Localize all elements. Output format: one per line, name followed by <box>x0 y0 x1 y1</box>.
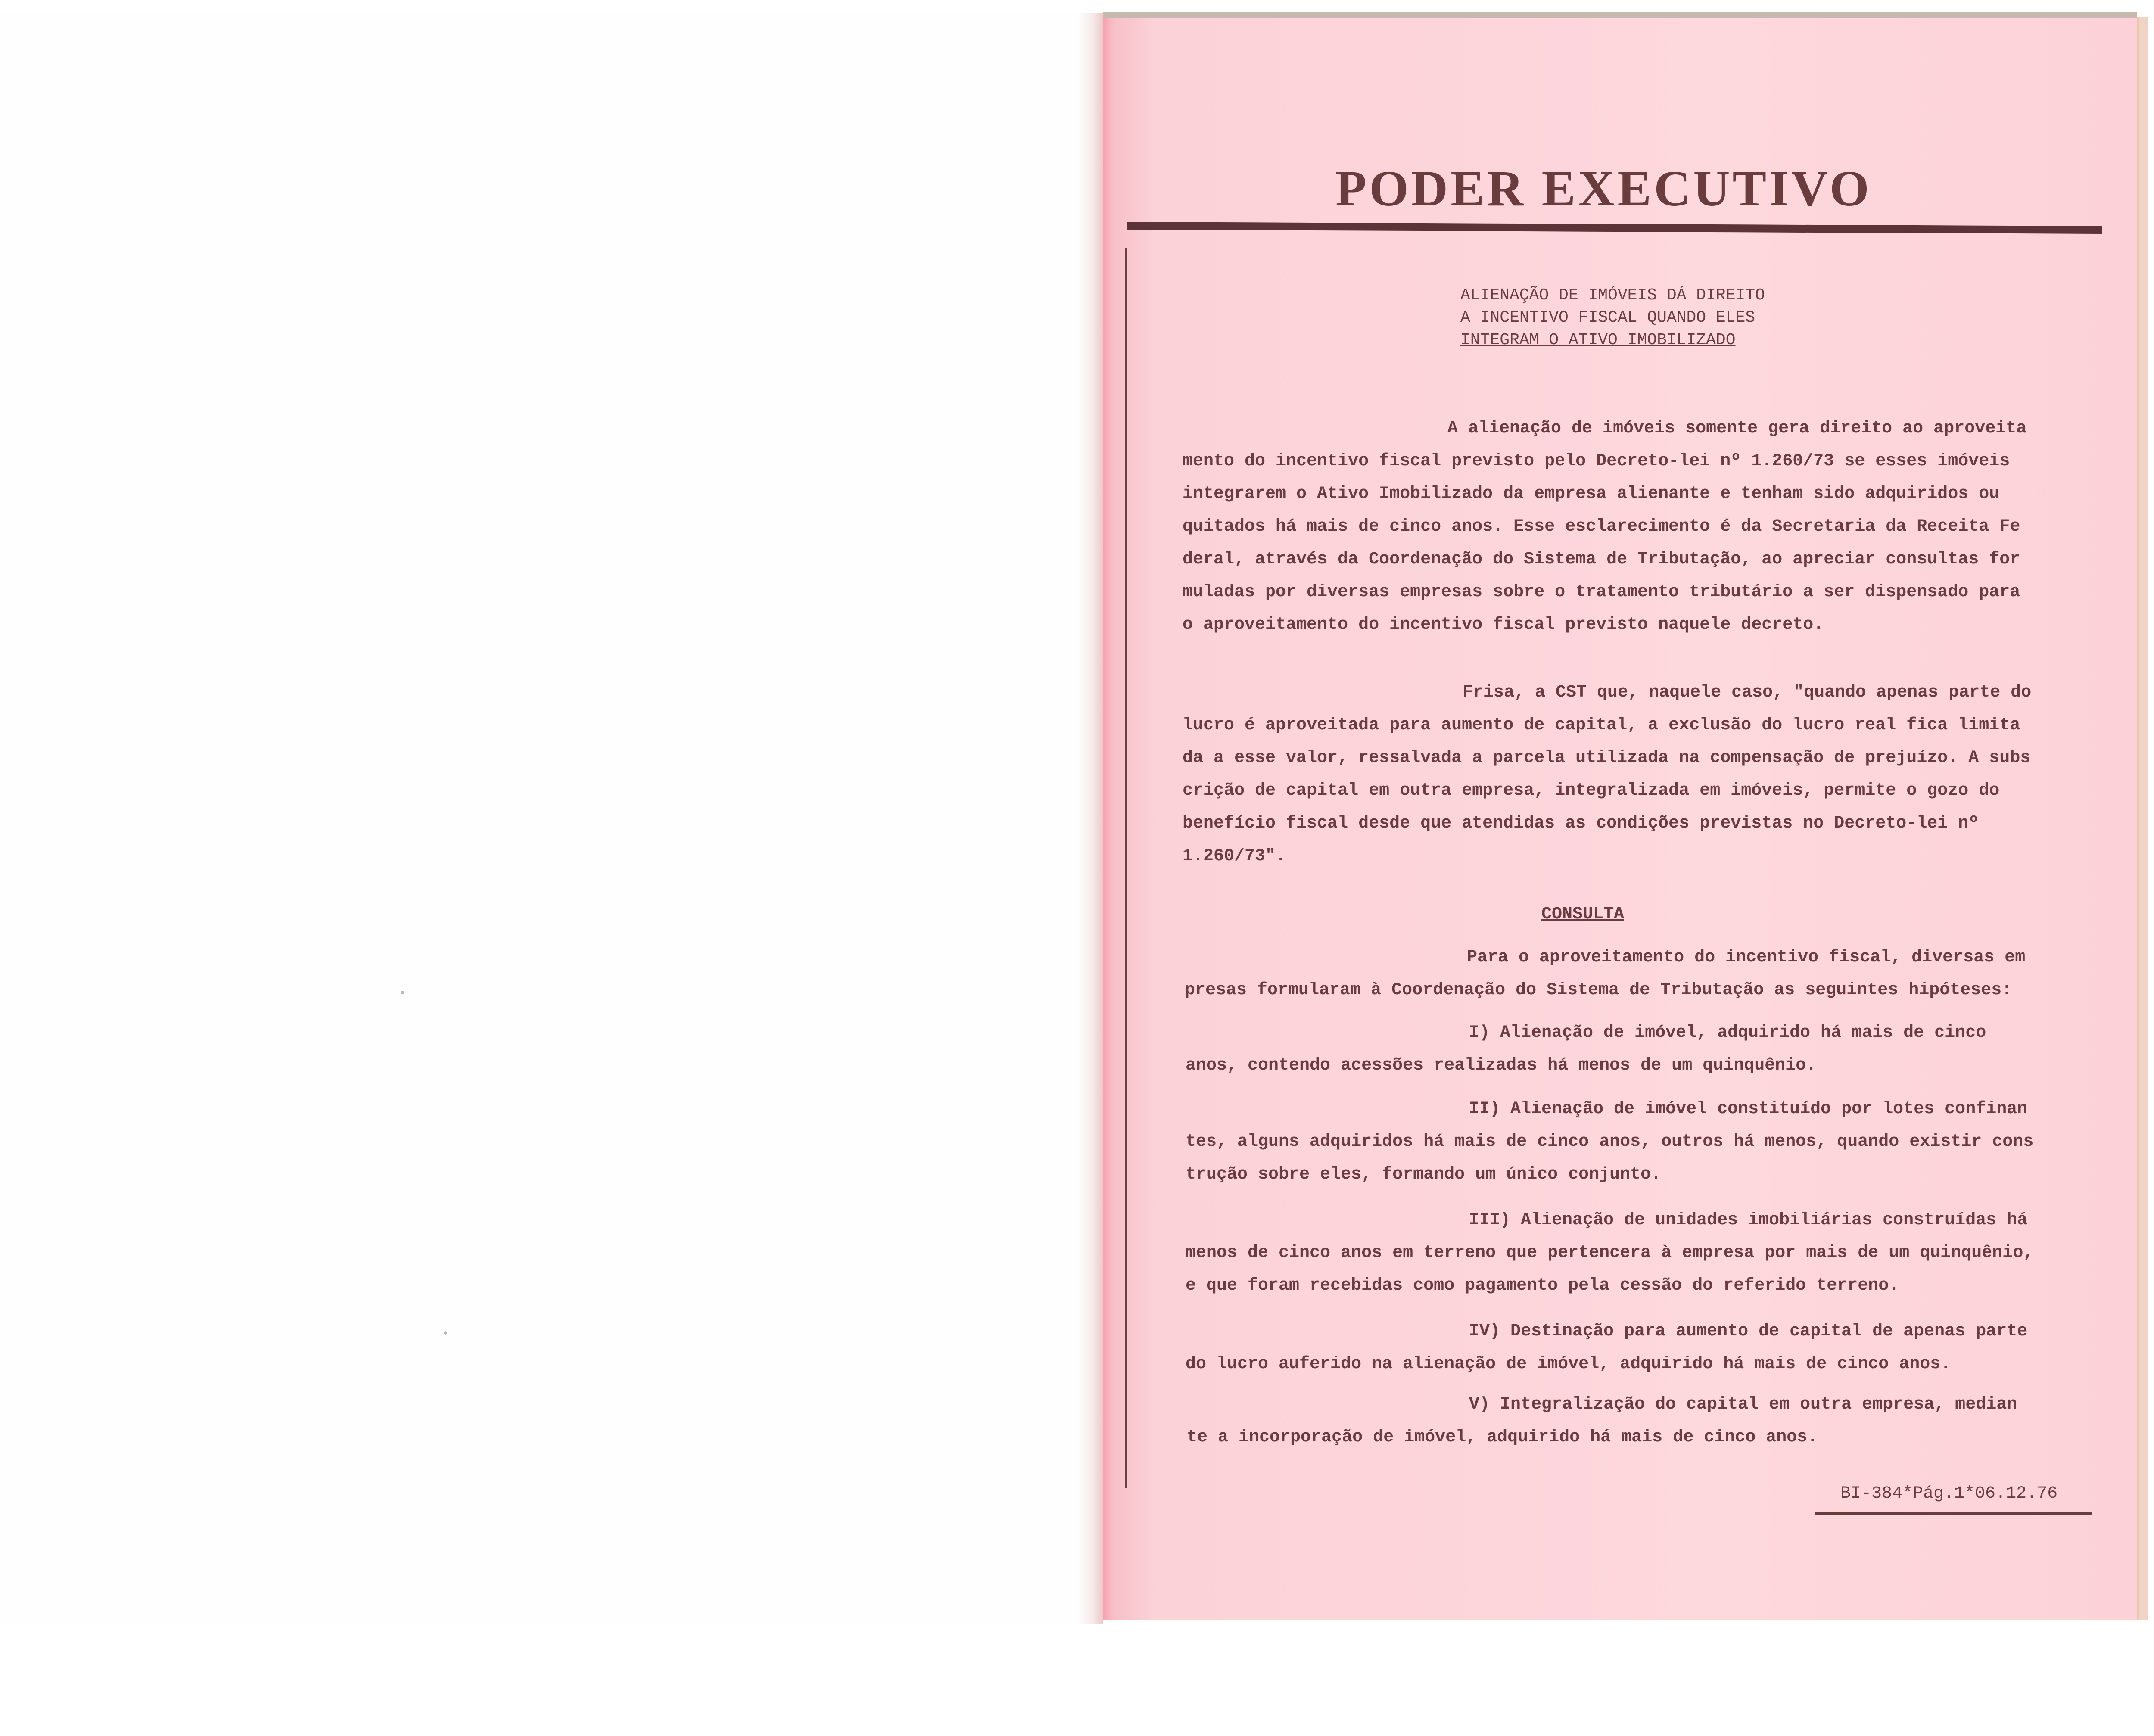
article-heading-line: INTEGRAM O ATIVO IMOBILIZADO <box>1460 331 1736 349</box>
hypothesis-line: tes, alguns adquiridos há mais de cinco anos, outros há menos, quando existir cons <box>1186 1132 2034 1151</box>
dust-speck <box>444 1331 447 1335</box>
paragraph-line: o aproveitamento do incentivo fiscal previsto naquele decreto. <box>1183 615 1824 635</box>
article-heading-line: ALIENAÇÃO DE IMÓVEIS DÁ DIREITO <box>1460 286 1765 305</box>
book-spine <box>1077 13 1103 1624</box>
paragraph-line: muladas por diversas empresas sobre o tratamento tributário a ser dispensado para <box>1183 582 2020 602</box>
footer-rule <box>1815 1512 2092 1515</box>
paragraph-line: A alienação de imóveis somente gera direito ao aproveita <box>1447 419 2027 438</box>
masthead-title: PODER EXECUTIVO <box>1335 160 1872 217</box>
blank-left-page <box>0 13 1103 1624</box>
hypothesis-line: do lucro auferido na alienação de imóvel, adquirido há mais de cinco anos. <box>1186 1354 1951 1374</box>
article-heading <box>1460 284 1765 352</box>
paragraph-line: da a esse valor, ressalvada a parcela utilizada na compensação de prejuízo. A subs <box>1183 748 2031 768</box>
paragraph-line: mento do incentivo fiscal previsto pelo Decreto-lei nº 1.260/73 se esses imóveis <box>1183 451 2010 471</box>
hypothesis-line: trução sobre eles, formando um único conjunto. <box>1186 1165 1662 1184</box>
paragraph-line: crição de capital em outra empresa, integralizada em imóveis, permite o gozo do <box>1183 781 2000 800</box>
hypothesis-line: e que foram recebidas como pagamento pela cessão do referido terreno. <box>1186 1276 1899 1295</box>
hypothesis-first-line: III) Alienação de unidades imobiliárias construídas há <box>1469 1210 2028 1230</box>
column-rule <box>1125 248 1127 1488</box>
hypothesis-line: te a incorporação de imóvel, adquirido há mais de cinco anos. <box>1187 1428 1818 1447</box>
article-heading-line: A INCENTIVO FISCAL QUANDO ELES <box>1460 308 1756 327</box>
page-reference: BI-384*Pág.1*06.12.76 <box>1840 1484 2058 1503</box>
hypothesis-line: menos de cinco anos em terreno que pertencera à empresa por mais de um quinquênio, <box>1186 1243 2034 1263</box>
hypothesis-first-line: II) Alienação de imóvel constituído por lotes confinan <box>1469 1099 2028 1119</box>
hypothesis-line: anos, contendo acessões realizadas há menos de um quinquênio. <box>1186 1056 1817 1075</box>
paragraph-line: lucro é aproveitada para aumento de capital, a exclusão do lucro real fica limita <box>1183 716 2020 735</box>
dust-speck <box>401 991 404 994</box>
hypothesis-first-line: IV) Destinação para aumento de capital de apenas parte <box>1469 1322 2028 1341</box>
page-top-edge <box>1103 12 2137 18</box>
paragraph-line: benefício fiscal desde que atendidas as condições previstas no Decreto-lei nº <box>1183 814 1979 833</box>
hypothesis-first-line: V) Integralização do capital em outra empresa, median <box>1469 1395 2017 1414</box>
hypothesis-first-line: I) Alienação de imóvel, adquirido há mais de cinco <box>1469 1023 1986 1042</box>
page-right-edge <box>2139 17 2148 1620</box>
paragraph-line: Frisa, a CST que, naquele caso, "quando apenas parte do <box>1463 683 2032 702</box>
paragraph-line: quitados há mais de cinco anos. Esse esclarecimento é da Secretaria da Receita Fe <box>1183 517 2020 536</box>
paragraph-line: Para o aproveitamento do incentivo fiscal, diversas em <box>1467 948 2026 967</box>
section-heading-consulta: CONSULTA <box>1541 905 1625 924</box>
paragraph-line: presas formularam à Coordenação do Sistema de Tributação as seguintes hipóteses: <box>1185 980 2012 1000</box>
paragraph-line: deral, através da Coordenação do Sistema de Tributação, ao apreciar consultas for <box>1183 550 2020 569</box>
paragraph-line: 1.260/73". <box>1183 846 1286 866</box>
paragraph-line: integrarem o Ativo Imobilizado da empresa alienante e tenham sido adquiridos ou <box>1183 484 2000 504</box>
